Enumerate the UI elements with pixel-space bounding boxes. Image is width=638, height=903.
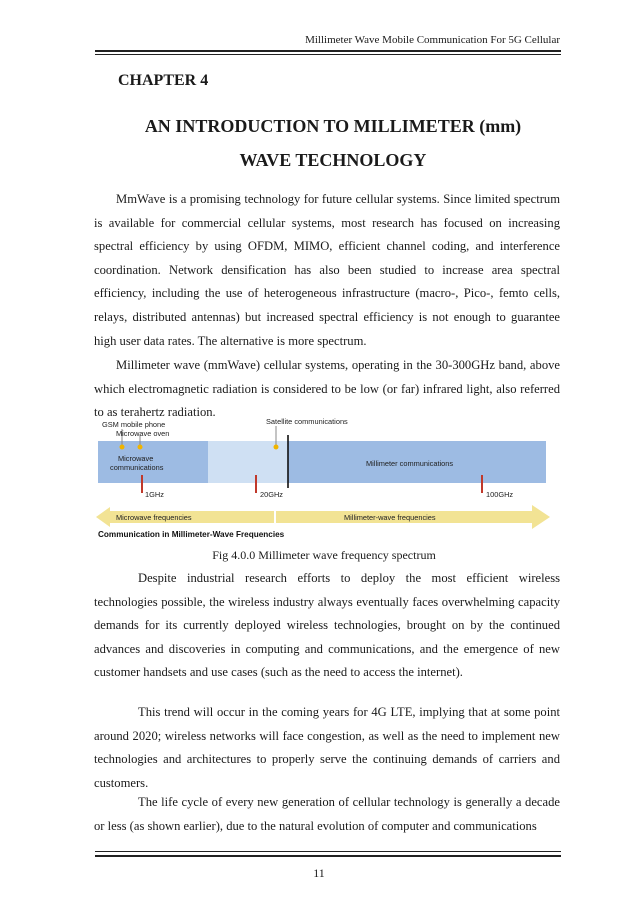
satellite-label: Satellite communications <box>266 417 348 426</box>
oven-marker-dot <box>138 445 143 450</box>
satellite-marker-dot <box>274 445 279 450</box>
paragraph-3: Despite industrial research efforts to deploy the most efficient wireless technologies possible, the wireless industry always eventually faces overwhelming capacity demands for its currently deployed wireless technologies, brought on by the continued advances and discoveries in computing and communications, and the emergence of new customer handsets and use cases (such as the need to access the internet). <box>94 571 560 680</box>
header-rule-thin <box>95 54 561 55</box>
frequency-spectrum-figure <box>96 413 552 543</box>
gsm-marker-dot <box>120 445 125 450</box>
running-header: Millimeter Wave Mobile Communication For 5G Cellular <box>305 34 560 46</box>
chapter-label: CHAPTER 4 <box>118 72 209 89</box>
gsm-label: GSM mobile phone <box>102 420 166 429</box>
tick-label-100ghz: 100GHz <box>486 490 514 499</box>
figure-caption: Fig 4.0.0 Millimeter wave frequency spectrum <box>212 548 436 562</box>
paragraph-5: The life cycle of every new generation of cellular technology is generally a decade or less (as shown earlier), due to the natural evolution of computer and communications <box>94 795 560 833</box>
millimeter-frequencies-label: Millimeter-wave frequencies <box>344 513 436 522</box>
oven-label: Microwave oven <box>116 429 170 438</box>
footer-rule <box>95 855 561 857</box>
paragraph-4: This trend will occur in the coming years for 4G LTE, implying that at some point around 2020; wireless networks will face congestion, as well as the need to implement new technologies and architectures to properly serve the continuing demands of carriers and customers. <box>94 705 560 790</box>
chapter-title-line2: WAVE TECHNOLOGY <box>239 150 427 170</box>
tick-label-20ghz: 20GHz <box>260 490 284 499</box>
header-rule <box>95 50 561 52</box>
footer-rule-thin <box>95 851 561 852</box>
chapter-title-line1: AN INTRODUCTION TO MILLIMETER (mm) <box>144 116 522 136</box>
paragraph-2: Millimeter wave (mmWave) cellular systems, operating in the 30-300GHz band, above which electromagnetic radiation is considered to be low (or far) infrared light, also referred to as terahertz radiation. <box>94 358 560 420</box>
paragraph-1: MmWave is a promising technology for future cellular systems. Since limited spectrum is available for commercial cellular systems, most research has focused on increasing spectral efficiency by using OFDM, MIMO, efficient channel coding, and interference coordination. Network densification has also been studied to increase area spectral efficiency, including the use of heterogeneous infrastructure (macro-, Pico-, femto cells, relays, distributed antennas) but increased spectral efficiency is not enough to guarantee high user data rates. The alternative is more spectrum. <box>94 192 560 348</box>
page-number: 11 <box>313 866 325 880</box>
microwave-comm-label-2: communications <box>110 463 164 472</box>
figure-bottom-title: Communication in Millimeter-Wave Frequencies <box>98 530 285 539</box>
tick-label-1ghz: 1GHz <box>145 490 164 499</box>
microwave-frequencies-label: Microwave frequencies <box>116 513 192 522</box>
microwave-comm-label-1: Microwave <box>118 454 154 463</box>
millimeter-comm-label: Millimeter communications <box>366 459 454 468</box>
